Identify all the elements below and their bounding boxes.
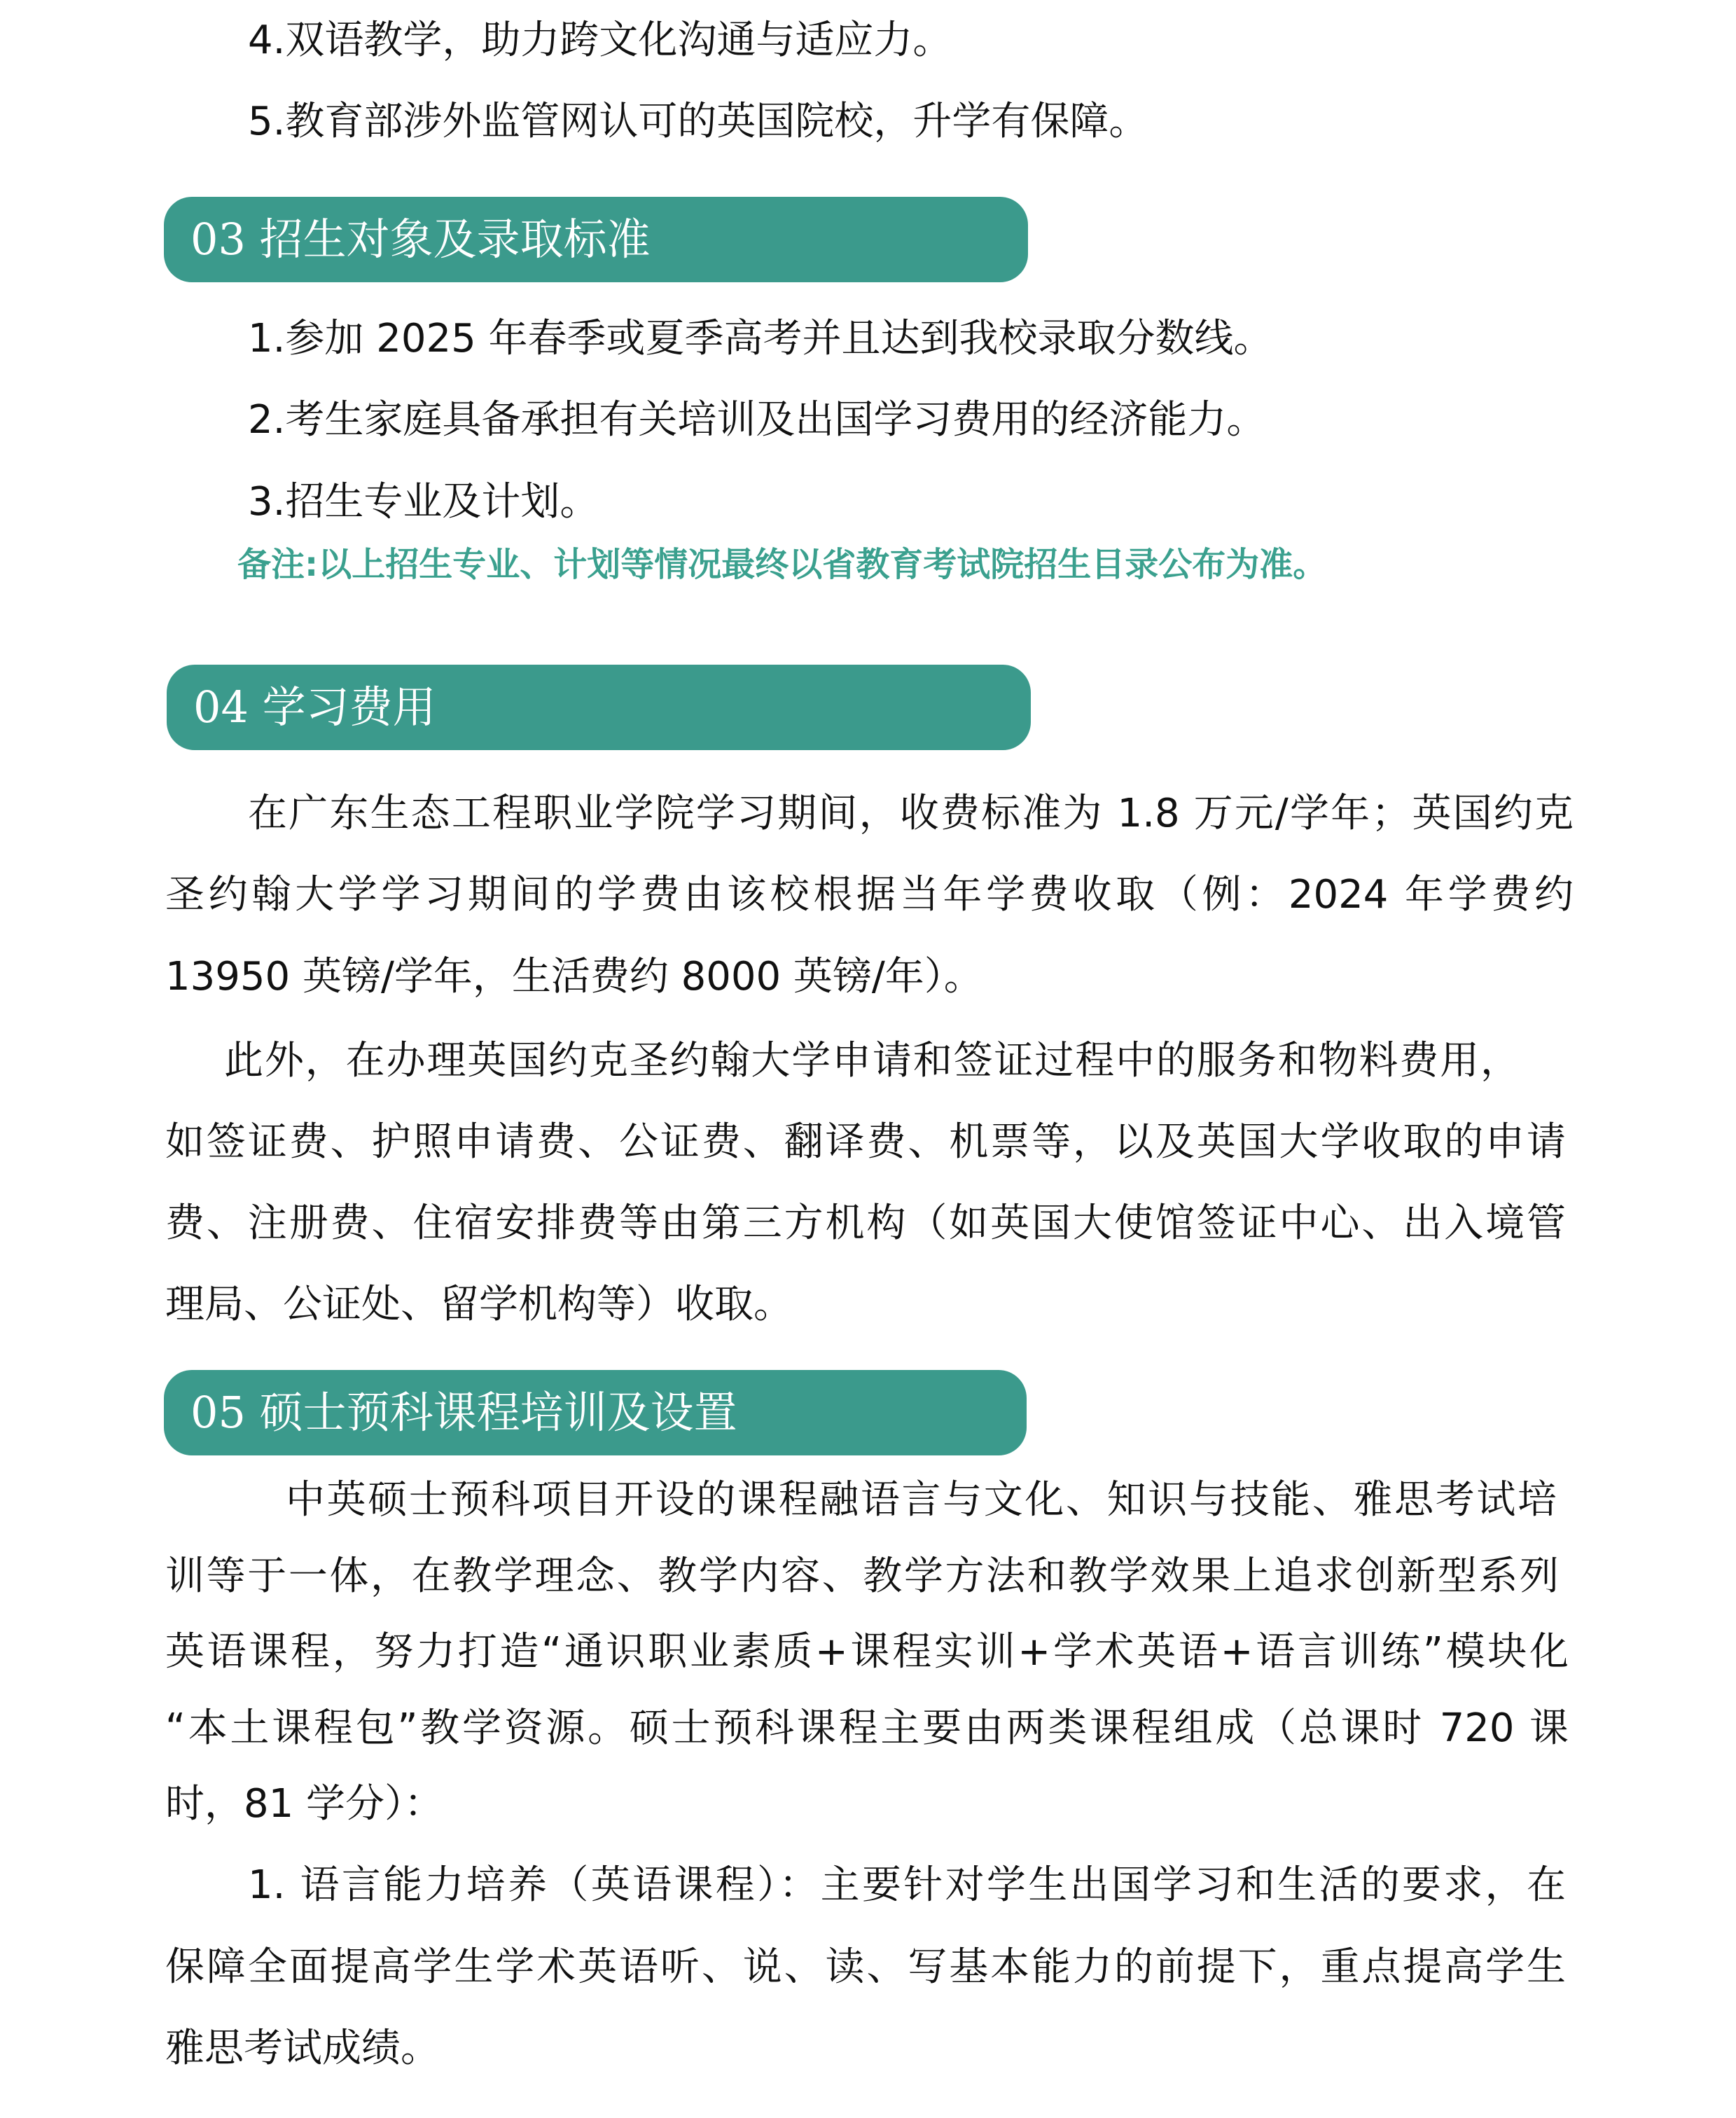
course-paragraph-line: 英语课程，努力打造“通识职业素质+课程实训+学术英语+语言训练”模块化: [165, 1629, 1569, 1675]
course-paragraph-line: 中英硕士预科项目开设的课程融语言与文化、知识与技能、雅思考试培: [286, 1477, 1557, 1523]
admission-note: 备注:以上招生专业、计划等情况最终以省教育考试院招生目录公布为准。: [237, 545, 1327, 584]
section-header-05: 05 硕士预科课程培训及设置: [164, 1370, 1027, 1455]
requirement-item: 3.招生专业及计划。: [248, 479, 599, 525]
fee-paragraph-line: 如签证费、护照申请费、公证费、翻译费、机票等，以及英国大学收取的申请: [165, 1119, 1566, 1165]
course-paragraph-line: “本土课程包”教学资源。硕士预科课程主要由两类课程组成（总课时 720 课: [165, 1705, 1569, 1751]
course-paragraph-line: 时，81 学分）：: [165, 1781, 444, 1827]
course-paragraph-line: 1. 语言能力培养（英语课程）：主要针对学生出国学习和生活的要求，在: [248, 1862, 1566, 1908]
fee-paragraph-line: 此外，在办理英国约克圣约翰大学申请和签证过程中的服务和物料费用，: [224, 1038, 1520, 1084]
fee-paragraph-line: 圣约翰大学学习期间的学费由该校根据当年学费收取（例：2024 年学费约: [165, 872, 1574, 918]
course-paragraph-line: 雅思考试成绩。: [165, 2026, 440, 2071]
fee-paragraph-line: 理局、公证处、留学机构等）收取。: [165, 1282, 793, 1327]
course-paragraph-line: 保障全面提高学生学术英语听、说、读、写基本能力的前提下，重点提高学生: [165, 1944, 1566, 1990]
fee-paragraph-line: 13950 英镑/学年，生活费约 8000 英镑/年）。: [165, 954, 983, 999]
fee-paragraph-line: 在广东生态工程职业学院学习期间，收费标准为 1.8 万元/学年；英国约克: [248, 791, 1574, 836]
requirement-item: 1.参加 2025 年春季或夏季高考并且达到我校录取分数线。: [248, 316, 1273, 361]
intro-item-5: 5.教育部涉外监管网认可的英国院校，升学有保障。: [248, 99, 1148, 144]
course-paragraph-line: 训等于一体，在教学理念、教学内容、教学方法和教学效果上追求创新型系列: [165, 1553, 1559, 1599]
section-header-04: 04 学习费用: [167, 665, 1031, 750]
requirement-item: 2.考生家庭具备承担有关培训及出国学习费用的经济能力。: [248, 397, 1266, 443]
fee-paragraph-line: 费、注册费、住宿安排费等由第三方机构（如英国大使馆签证中心、出入境管: [165, 1200, 1566, 1246]
intro-item-4: 4.双语教学，助力跨文化沟通与适应力。: [248, 18, 952, 63]
section-header-03: 03 招生对象及录取标准: [164, 197, 1028, 282]
